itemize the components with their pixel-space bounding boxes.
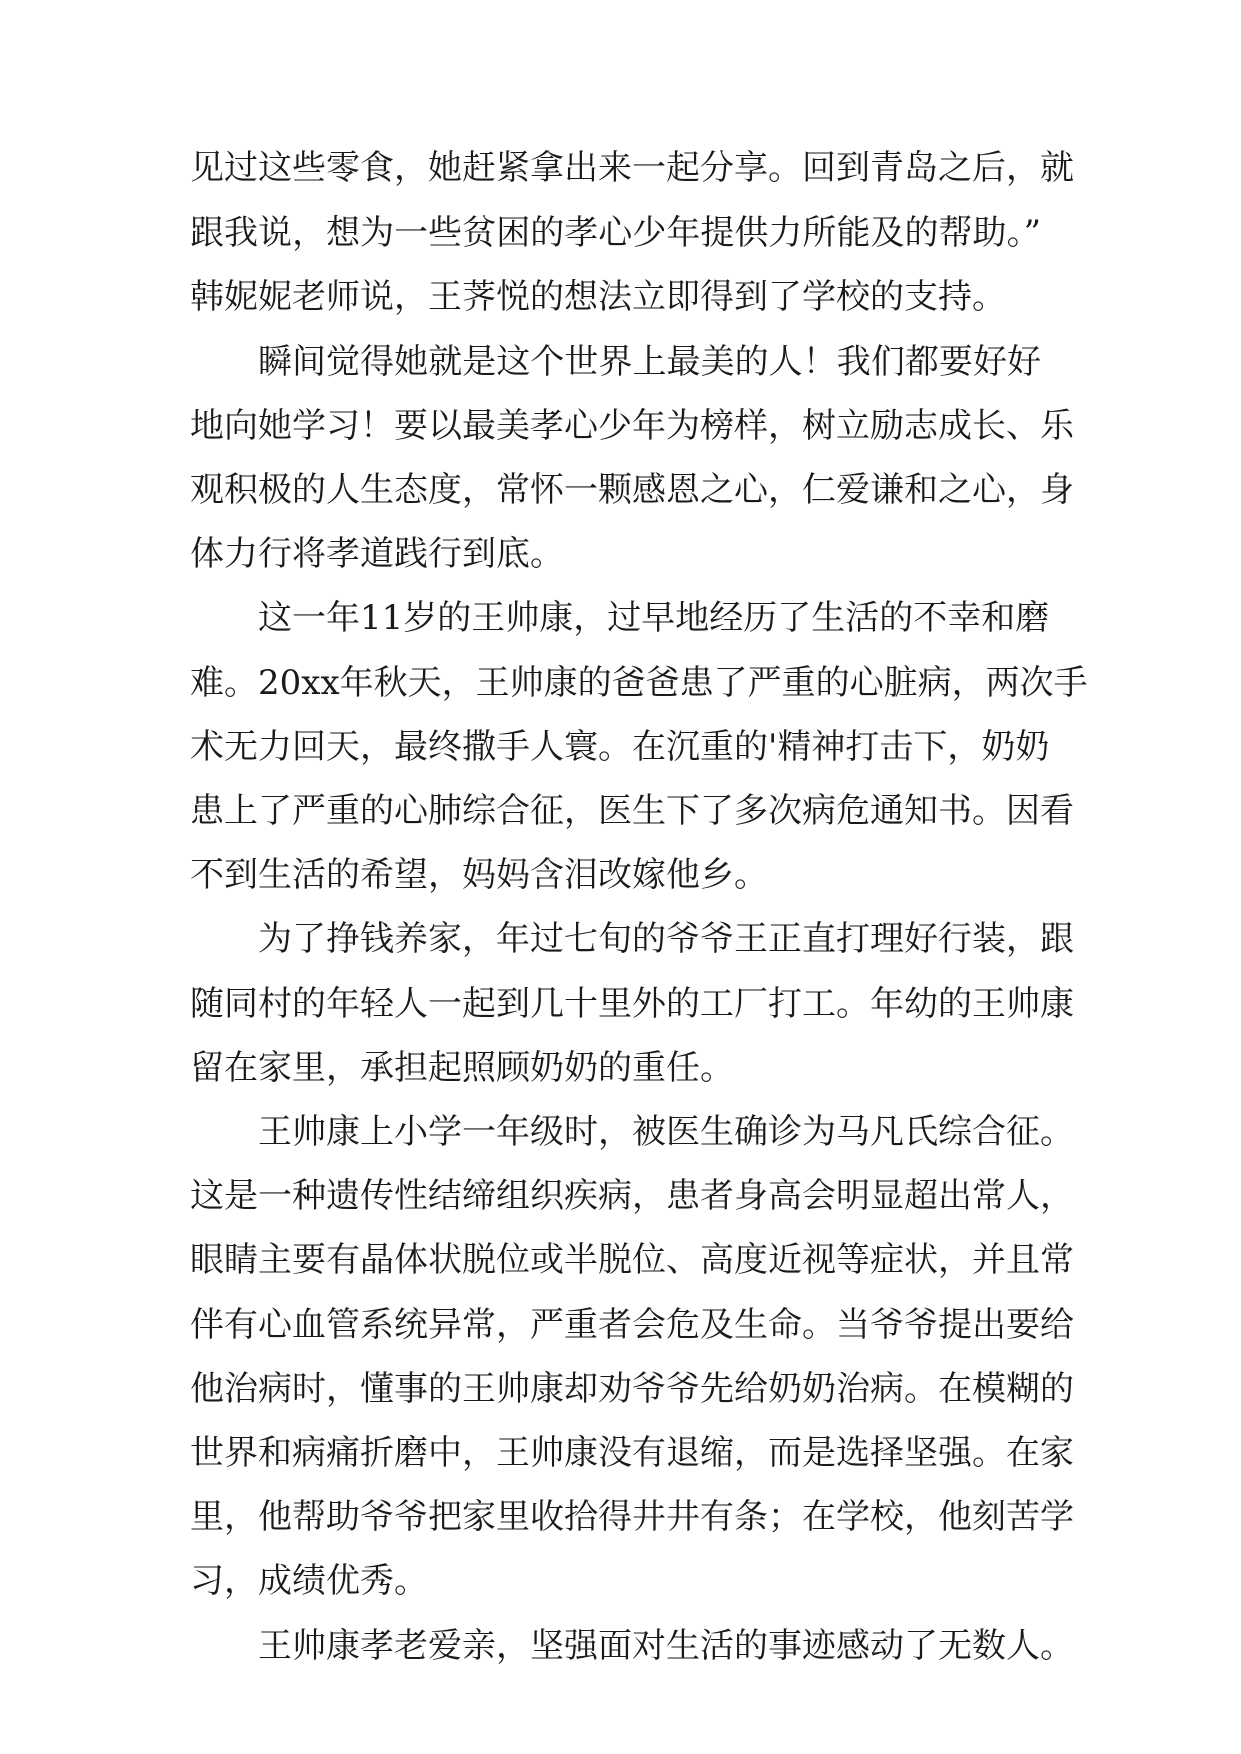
paragraph-first-line: 瞬间觉得她就是这个世界上最美的人！我们都要好好 (258, 342, 1041, 382)
text-line: 随同村的年轻人一起到几十里外的工厂打工。年幼的王帅康 (190, 984, 1074, 1024)
text-line: 韩妮妮老师说，王荠悦的想法立即得到了学校的支持。 (190, 277, 1006, 317)
text-line: 患上了严重的心肺综合征，医生下了多次病危通知书。因看 (190, 791, 1074, 831)
text-line: 体力行将孝道践行到底。 (190, 534, 564, 574)
text-line: 眼睛主要有晶体状脱位或半脱位、高度近视等症状，并且常 (190, 1240, 1074, 1280)
text-line: 难。20xx年秋天，王帅康的爸爸患了严重的心脏病，两次手 (190, 663, 1088, 703)
text-line: 术无力回天，最终撒手人寰。在沉重的'精神打击下，奶奶 (190, 727, 1050, 767)
text-line: 见过这些零食，她赶紧拿出来一起分享。回到青岛之后，就 (190, 148, 1074, 188)
text-line: 里，他帮助爷爷把家里收拾得井井有条；在学校，他刻苦学 (190, 1497, 1074, 1537)
text-line: 他治病时，懂事的王帅康却劝爷爷先给奶奶治病。在模糊的 (190, 1369, 1074, 1409)
paragraph-first-line: 王帅康孝老爱亲，坚强面对生活的事迹感动了无数人。 (258, 1626, 1074, 1666)
paragraph-first-line: 为了挣钱养家，年过七旬的爷爷王正直打理好行装，跟 (258, 919, 1074, 959)
text-line: 跟我说，想为一些贫困的孝心少年提供力所能及的帮助。” (190, 213, 1041, 253)
paragraph-first-line: 这一年11岁的王帅康，过早地经历了生活的不幸和磨 (258, 598, 1050, 638)
text-line: 留在家里，承担起照顾奶奶的重任。 (190, 1048, 734, 1088)
text-line: 世界和病痛折磨中，王帅康没有退缩，而是选择坚强。在家 (190, 1433, 1074, 1473)
paragraph-first-line: 王帅康上小学一年级时，被医生确诊为马凡氏综合征。 (258, 1112, 1074, 1152)
text-line: 地向她学习！要以最美孝心少年为榜样，树立励志成长、乐 (190, 406, 1074, 446)
text-line: 习，成绩优秀。 (190, 1561, 428, 1601)
text-line: 这是一种遗传性结缔组织疾病，患者身高会明显超出常人， (190, 1176, 1074, 1216)
text-line: 观积极的人生态度，常怀一颗感恩之心，仁爱谦和之心，身 (190, 470, 1074, 510)
text-line: 不到生活的希望，妈妈含泪改嫁他乡。 (190, 855, 768, 895)
text-line: 伴有心血管系统异常，严重者会危及生命。当爷爷提出要给 (190, 1305, 1074, 1345)
